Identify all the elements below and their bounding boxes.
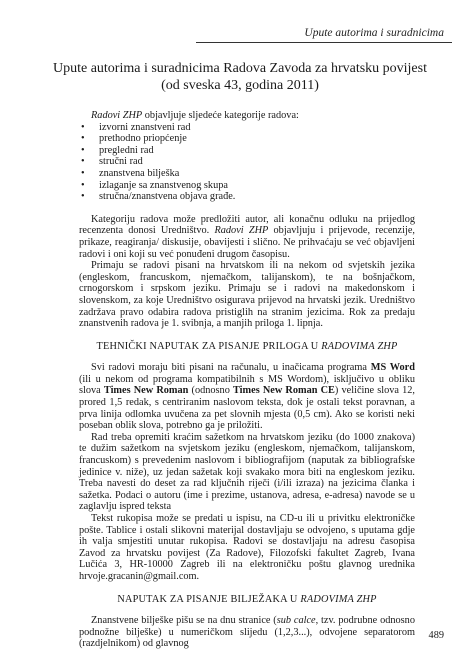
category-item: • pregledni rad (79, 145, 415, 157)
intro-paragraph: Radovi ZHP objavljuje sljedeće kategorije radova: (91, 110, 299, 121)
languages-paragraph: Primaju se radovi pisani na hrvatskom ili na nekom od svjetskih jezika (engleskom, francuskom, njemačkom, talijanskom), te na bošnjačkom, crnogorskom i srpskom jeziku. Primaju se i radovi na makedonskom i slovenskom, za koje Uredništvo osigurava prijevod na hrvatski jezik. Uredništvo zadržava pravo odabira radova pristiglih na stranim jezicima. Rok za predaju znanstvenih radova je 1. svibnja, a manjih priloga 1. lipnja. (79, 260, 415, 330)
article-body (79, 110, 415, 650)
running-head-text: Upute autorima i suradnicima (304, 27, 444, 39)
submission-paragraph: Tekst rukopisa može se predati u ispisu, na CD-u ili u privitku elektroničke pošte. Tablice i ostali slikovni materijal dostavljaju se odvojeno, s uputama gdje ih valja smjestiti unutar rukopisa. Radovi se dostavljaju na adresu časopisa Zavod za hrvatsku povijest (Za Radove), Filozofski fakultet Zagreb, Ivana Lučića 3, HR-10000 Zagreb ili na elektroničku poštu glavnog urednika hrvoje.gracanin@gmail.com. (79, 513, 415, 582)
category-item: • izvorni znanstveni rad (79, 122, 415, 134)
journal-name: Radovi ZHP (91, 110, 143, 121)
summary-paragraph: Rad treba opremiti kraćim sažetkom na hrvatskom jeziku (do 1000 znakova) te dužim sažetkom na svjetskom jeziku (engleskom, njemačkom, talijanskom, francuskom) s prevedenim naslovom i bibliografijom (naputak za bibliografske jedinice v. niže), uz jedan sažetak koji svakako mora biti na engleskom jeziku. Treba navesti do deset za rad ključnih riječi (i/ili izraza) na jezicima članka i sažetka. Podaci o autoru (ime i prezime, ustanova, adresa, e-adresa) navode se u zaglavlju ispred teksta (79, 431, 415, 513)
page-number: 489 (428, 630, 444, 641)
section-heading-technical: TEHNIČKI NAPUTAK ZA PISANJE PRILOGA U RADOVIMA ZHP (96, 340, 398, 352)
page-title (40, 60, 440, 94)
category-item: • izlaganje sa znanstvenog skupa (79, 180, 415, 192)
spacer (79, 203, 415, 214)
title-line-2: (od sveska 43, godina 2011) (161, 78, 319, 93)
categories-paragraph: Kategoriju radova može predložiti autor, ali konačnu odluku na prijedlog recenzenta donosi Uredništvo. Radovi ZHP objavljuju i prijevode, recenzije, prikaze, reagiranja/ diskusije, obavijesti i slično. Ne prihvaćaju se već objavljeni radovi i oni koji su već ponuđeni drugom časopisu. (79, 213, 415, 260)
format-paragraph: Svi radovi moraju biti pisani na računalu, u inačicama programa MS Word (ili u nekom od programa kompatibilnih s MS Wordom), isključivo u obliku slova Times New Roman (odnosno Times New Roman CE) veličine slova 12, prored 1,5 redak, s centriranim naslovom teksta, dok je ostali tekst poravnan, a prva linija odlomka uvučena za pet slovnih mjesta (0,5 cm). Ako se koristi neki poseban oblik slova, potrebno ga je priložiti. (79, 362, 415, 432)
category-item: • stručni rad (79, 156, 415, 168)
running-head-rule (196, 42, 452, 43)
notes-paragraph: Znanstvene bilješke pišu se na dnu stranice (sub calce, tzv. podrubne odnosno podnožne bilješke) u numeričkom slijedu (1,2,3...), odvojene separatorom (razdjelnikom) od glavnog (79, 615, 415, 650)
running-head (0, 0, 474, 40)
category-item: • znanstvena bilješka (79, 168, 415, 180)
journal-name: Radovi ZHP (214, 225, 269, 237)
category-item: • prethodno priopćenje (79, 133, 415, 145)
title-line-1: Upute autorima i suradnicima Radova Zavoda za hrvatsku povijest (52, 61, 427, 76)
category-list (79, 122, 415, 203)
category-item: • stručna/znanstvena objava građe. (79, 191, 415, 203)
section-heading-notes: NAPUTAK ZA PISANJE BILJEŽAKA U RADOVIMA ZHP (117, 593, 377, 605)
